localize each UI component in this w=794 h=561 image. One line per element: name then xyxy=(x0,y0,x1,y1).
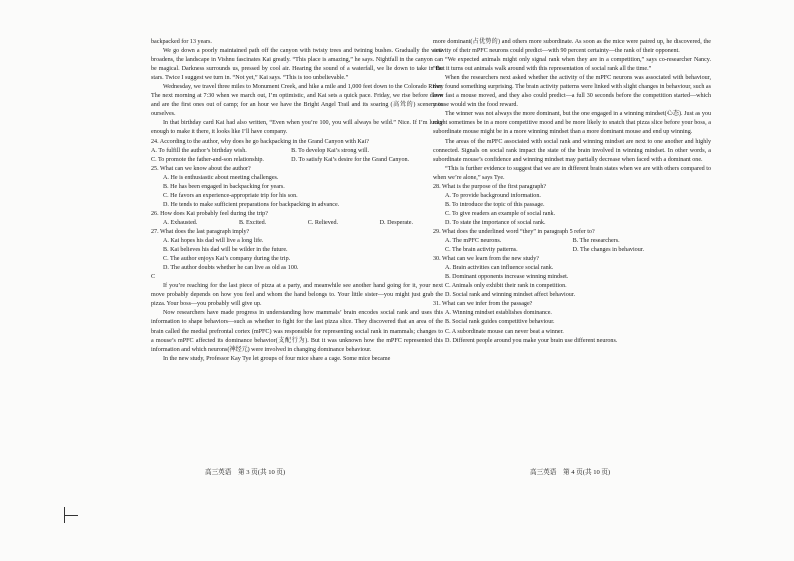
option-c: C. Relieved. xyxy=(307,219,339,226)
option-a: A. To provide background information. xyxy=(445,192,541,199)
paragraph: In that birthday card Kai had also written, “Even when you’re 100, you will always be wild.” Nice. If I’m lucky enough to make it there, it looks like I’ll have company. xyxy=(151,120,443,136)
section-heading: C xyxy=(151,274,156,281)
option-b: B. He has been engaged in backpacking for years. xyxy=(163,183,285,190)
option-b: B. To introduce the topic of this passage. xyxy=(445,201,545,208)
question-27: 27. What does the last paragraph imply? xyxy=(151,228,250,235)
option-b: B. Kai believes his dad will be wilder in the future. xyxy=(163,247,288,254)
option-b: B. Dominant opponents increase winning mindset. xyxy=(445,274,569,281)
option-a: A. Exhausted. xyxy=(163,219,198,226)
paragraph: The winner was not always the more dominant, but the one engaged in a winning mindset(心态). Just as you might sometimes be in a more competitive mood and be more likely to snatch that pizza slice before your boss, a subordinate mouse might be in a more winning mindset than a more dominant mouse and end up winning. xyxy=(433,111,711,136)
question-24-options-row-1 xyxy=(151,147,443,156)
option-a: A. To fulfill the author’s birthday wish. xyxy=(151,147,247,154)
page-footer-left: 高三英语 第 3 页(共 10 页) xyxy=(205,469,286,476)
question-26-options xyxy=(163,219,413,228)
paragraph: more dominant(占优势的) and others more subordinate. As soon as the mice were paired up, he discovered, the activity of their mPFC neurons could predict—with 90 percent certainty—the rank of their opponent. xyxy=(433,39,711,55)
paragraph: backpacked for 13 years. xyxy=(151,39,212,45)
option-c: C. A subordinate mouse can never beat a winner. xyxy=(445,328,564,335)
option-d: D. He tends to make sufficient preparations for backpacking in advance. xyxy=(163,201,340,208)
question-30: 30. What can we learn from the new study? xyxy=(433,256,539,263)
option-c: C. The brain activity patterns. xyxy=(445,247,518,254)
option-d: D. Desperate. xyxy=(379,219,413,226)
paragraph: When the researchers next asked whether the activity of the mPFC neurons was associated with behaviour, they found something surprising. The brain activity patterns were linked with slight changes in behaviour, such as how fast a mouse moved, and they also could predict—a full 30 seconds before the competition started—which mouse would win the food reward. xyxy=(433,75,711,109)
question-25: 25. What can we know about the author? xyxy=(151,165,251,172)
question-29: 29. What does the underlined word “they” in paragraph 5 refer to? xyxy=(433,228,595,235)
paragraph: Now researchers have made progress in understanding how mammals’ brain encodes social rank and uses this information to shape behaviors—such as whether to fight for the last pizza slice. They discovered that an area of the brain called the medial prefrontal cortex (mPFC) was responsible for representing social rank in mammals; changes to a mouse’s mPFC affected its dominance behavior(支配行为). But it was unknown how the mPFC represented this information and which neurons(神经元) were involved in changing dominance behaviour. xyxy=(151,310,443,353)
option-c: C. To promote the father-and-son relationship. xyxy=(151,156,264,163)
option-b: B. The researchers. xyxy=(572,238,620,245)
paragraph: Wednesday, we travel three miles to Monument Creek, and hike a mile and 1,000 feet down to the Colorado River. The next morning at 7:30 when we march out, I’m optimistic, and Kai sets a quick pace. Friday, we rise before dawn and are the first ones out of camp; for an hour we have the Bright Angel Trail and its soaring (高耸的) scenery to ourselves. xyxy=(151,84,443,118)
option-a: A. The mPFC neurons. xyxy=(445,238,502,245)
option-c: C. To give readers an example of social rank. xyxy=(445,210,556,217)
left-column xyxy=(151,38,443,364)
option-d: D. To state the importance of social rank. xyxy=(445,219,546,226)
question-31: 31. What can we infer from the passage? xyxy=(433,301,533,308)
option-d: D. To satisfy Kai’s desire for the Grand Canyon. xyxy=(291,156,410,163)
paragraph: The areas of the mPFC associated with social rank and winning mindset are next to one another and highly connected. Signals on social rank impact the state of the brain involved in winning mindset. In other words, a subordinate mouse’s confidence and winning mindset may partially decrease when faced with a dominant one. xyxy=(433,138,711,163)
question-29-options-row-2 xyxy=(433,246,711,255)
page-footer-right: 高三英语 第 4 页(共 10 页) xyxy=(530,469,611,476)
right-column xyxy=(433,38,711,346)
option-c: C. He favors an experience-appropriate trip for his son. xyxy=(163,192,298,199)
option-d: D. Social rank and winning mindset affect behaviour. xyxy=(445,292,576,299)
paragraph: We go down a poorly maintained path off the canyon with twisty trees and twining bushes. Gradually the view broadens, the landscape in Vishnu fascinates Kai greatly. “This place is amazing,” he says. Nightfall in the canyon can be magical. Darkness surrounds us, pressed by cool air. Hearing the sound of a waterfall, we lie down to take in the stars. Twice I suggest we turn in. “Not yet,” Kai says. “This is too unbelievable.” xyxy=(151,48,443,82)
option-b: B. Excited. xyxy=(238,219,267,226)
question-28: 28. What is the purpose of the first paragraph? xyxy=(433,183,547,190)
question-26: 26. How does Kai probably feel during the trip? xyxy=(151,210,268,217)
option-c: C. The author enjoys Kai’s company during the trip. xyxy=(163,256,291,263)
option-a: A. Winning mindset establishes dominance. xyxy=(445,310,552,317)
question-24: 24. According to the author, why does he go backpacking in the Grand Canyon with Kai? xyxy=(151,138,369,145)
paragraph: If you’re reaching for the last piece of pizza at a party, and meanwhile see another hand going for it, your next move probably depends on how you feel and whom the hand belongs to. Your little sister—you might just grab the pizza. Your boss—you probably will give up. xyxy=(151,283,443,308)
option-a: A. He is enthusiastic about meeting challenges. xyxy=(163,174,279,181)
paragraph: “This is further evidence to suggest that we are in different brain states when we are with others compared to when we’re alone,” says Tye. xyxy=(433,165,711,181)
question-29-options-row-1 xyxy=(433,237,711,246)
option-d: D. The author doubts whether he can live as old as 100. xyxy=(163,265,299,272)
question-24-options-row-2 xyxy=(151,156,443,165)
crop-mark-horizontal xyxy=(64,515,78,516)
option-d: D. Different people around you make your brain use different neurons. xyxy=(445,337,618,344)
option-a: A. Brain activities can influence social rank. xyxy=(445,265,554,272)
option-b: B. To develop Kai’s strong will. xyxy=(291,147,369,154)
option-b: B. Social rank guides competitive behaviour. xyxy=(445,319,555,326)
option-a: A. Kai hopes his dad will live a long life. xyxy=(163,238,264,245)
paragraph: “We expected animals might only signal rank when they are in a competition,” says co-researcher Nancy. “But it turns out animals walk around with this representation of social rank all the time.” xyxy=(433,57,711,73)
option-d: D. The changes in behaviour. xyxy=(572,247,644,254)
paragraph: In the new study, Professor Kay Tye let groups of four mice share a cage. Some mice became xyxy=(163,355,391,362)
option-c: C. Animals only exhibit their rank in competition. xyxy=(445,283,567,290)
